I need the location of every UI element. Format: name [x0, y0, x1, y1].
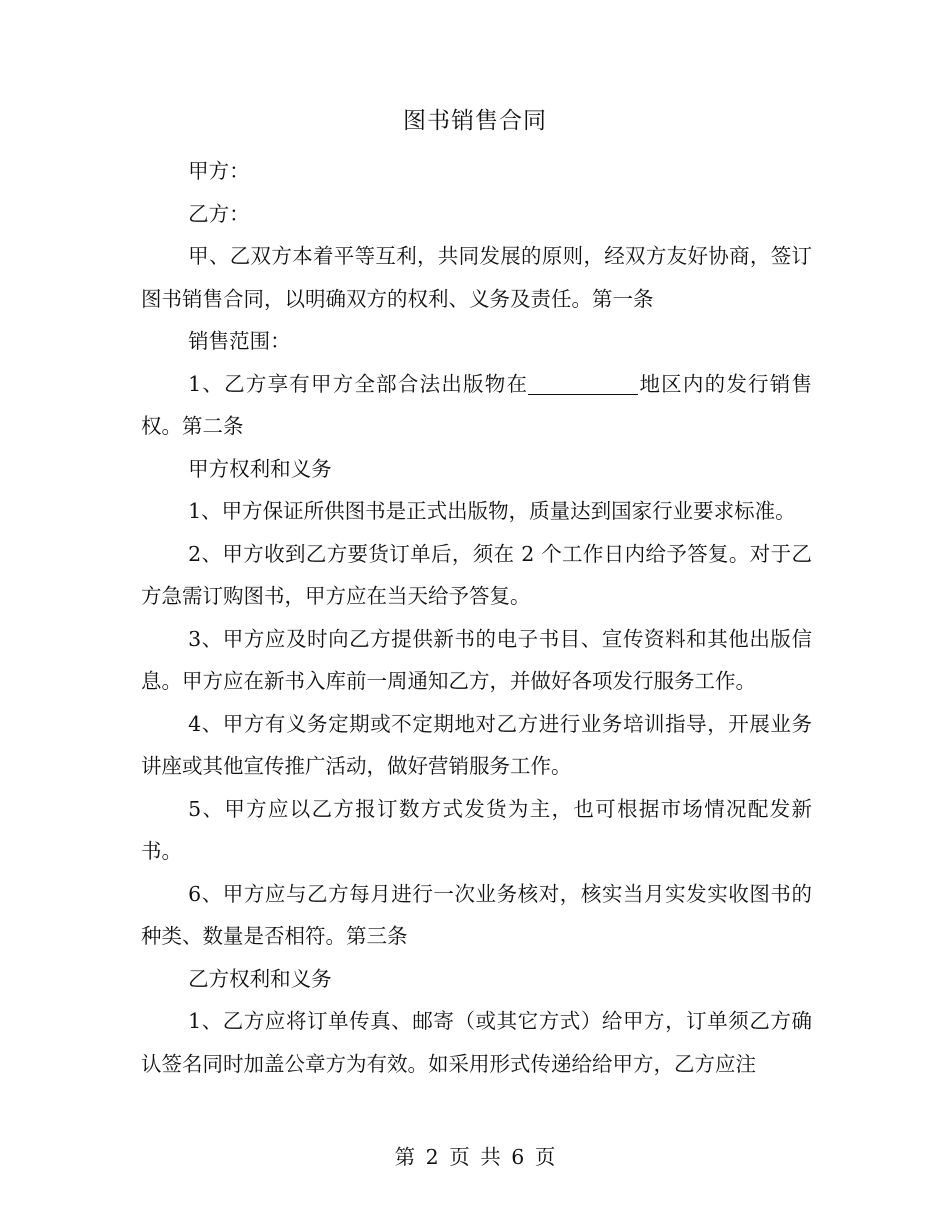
clause-text-after-blank: 地区内的发行销售权。第二条: [141, 371, 813, 438]
fill-in-blank-region: [528, 372, 638, 395]
sales-scope-clause: [141, 363, 812, 448]
preamble-paragraph: 甲、乙双方本着平等互利，共同发展的原则，经双方友好协商，签订图书销售合同，以明确双方的权利、义务及责任。第一条: [141, 244, 812, 311]
party-a-clause-1: 1、甲方保证所供图书是正式出版物，质量达到国家行业要求标准。: [188, 499, 796, 523]
party-a-clause-2: 2、甲方收到乙方要货订单后，须在 2 个工作日内给予答复。对于乙方急需订购图书，甲方应在当天给予答复。: [141, 541, 812, 608]
clause-text-before-blank: 1、乙方享有甲方全部合法出版物在: [188, 371, 529, 396]
document-title: 图书销售合同: [403, 108, 547, 134]
section-heading-party-a: 甲方权利和义务: [188, 456, 332, 481]
page-number-footer: 第 2 页 共 6 页: [394, 1145, 556, 1169]
party-a-clause-6: 6、甲方应与乙方每月进行一次业务核对，核实当月实发实收图书的种类、数量是否相符。第三条: [141, 881, 812, 948]
party-a-clause-3: 3、甲方应及时向乙方提供新书的电子书目、宣传资料和其他出版信息。甲方应在新书入库前一周通知乙方，并做好各项发行服务工作。: [141, 626, 812, 693]
party-a-clause-5: 5、甲方应以乙方报订数方式发货为主，也可根据市场情况配发新书。: [141, 796, 812, 863]
party-a-line: 甲方：: [188, 159, 250, 183]
contract-body: [141, 150, 812, 1085]
party-b-line: 乙方：: [188, 201, 250, 226]
party-a-clause-4: 4、甲方有义务定期或不定期地对乙方进行业务培训指导，开展业务讲座或其他宣传推广活动，做好营销服务工作。: [141, 711, 812, 778]
party-b-clause-1: 1、乙方应将订单传真、邮寄（或其它方式）给甲方，订单须乙方确认签名同时加盖公章方为有效。如采用形式传递给给甲方，乙方应注: [141, 1009, 812, 1076]
section-heading-party-b: 乙方权利和义务: [188, 966, 332, 991]
section-heading-sales-scope: 销售范围：: [188, 329, 291, 353]
